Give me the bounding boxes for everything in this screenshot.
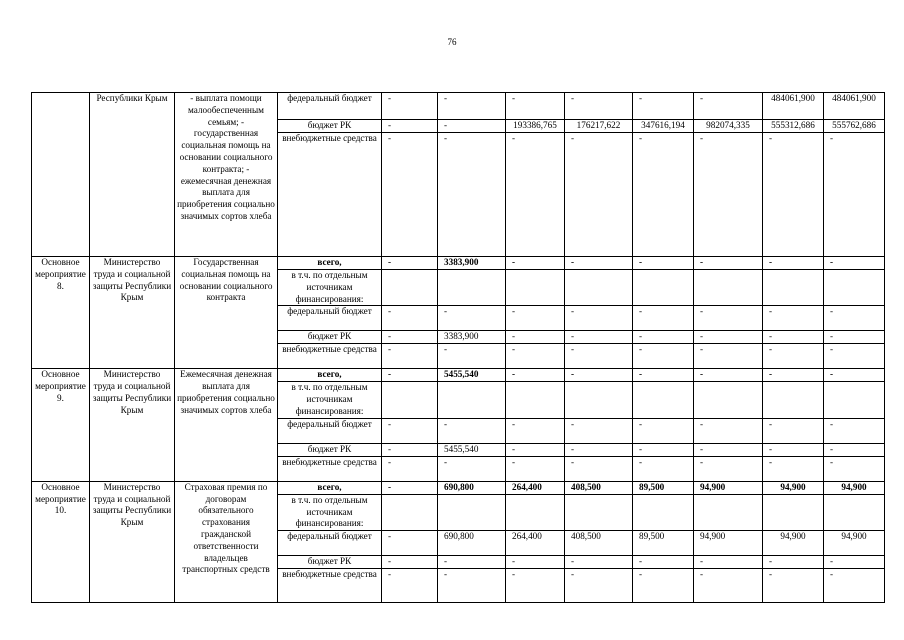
value-cell: 690,800 <box>438 481 506 494</box>
value-cell: - <box>633 418 694 443</box>
value-cell: - <box>633 569 694 603</box>
value-cell: - <box>633 331 694 344</box>
financing-table <box>31 92 885 603</box>
value-cell: - <box>382 556 438 569</box>
value-cell: - <box>506 369 565 382</box>
subheader-cell: в т.ч. по отдельным источникам финансирования: <box>278 270 382 306</box>
value-cell: - <box>694 418 763 443</box>
value-cell: - <box>565 418 633 443</box>
value-cell: - <box>633 257 694 270</box>
value-cell: - <box>763 556 824 569</box>
value-cell: 347616,194 <box>633 120 694 133</box>
value-cell: - <box>438 344 506 369</box>
value-cell: - <box>824 257 885 270</box>
value-cell: - <box>824 344 885 369</box>
value-cell: 5455,540 <box>438 369 506 382</box>
value-cell: 5455,540 <box>438 443 506 456</box>
measure-description-cell: Страховая премия по договорам обязательного страхования гражданской ответственности владельцев транспортных средств <box>175 481 278 602</box>
value-cell: - <box>694 443 763 456</box>
value-cell: - <box>438 93 506 120</box>
value-cell: - <box>382 120 438 133</box>
value-cell: - <box>565 369 633 382</box>
executor-cell: Министерство труда и социальной защиты Республики Крым <box>90 369 175 481</box>
value-cell: - <box>506 133 565 257</box>
table-row <box>32 369 885 382</box>
value-cell: - <box>382 443 438 456</box>
value-cell: - <box>506 556 565 569</box>
table-row <box>32 257 885 270</box>
value-cell: 94,900 <box>824 481 885 494</box>
subheader-cell: в т.ч. по отдельным источникам финансирования: <box>278 382 382 418</box>
measure-name-cell: Основное мероприятие 9. <box>32 369 90 481</box>
table-row <box>32 481 885 494</box>
executor-cell: Республики Крым <box>90 93 175 257</box>
value-cell: 484061,900 <box>763 93 824 120</box>
value-cell: - <box>633 306 694 331</box>
value-cell: - <box>438 133 506 257</box>
value-cell: - <box>824 306 885 331</box>
value-cell: - <box>438 306 506 331</box>
value-cell: - <box>438 456 506 481</box>
value-cell: - <box>633 93 694 120</box>
value-cell: - <box>438 418 506 443</box>
value-cell: - <box>382 456 438 481</box>
value-cell: - <box>694 569 763 603</box>
value-cell: - <box>565 331 633 344</box>
value-cell: - <box>824 331 885 344</box>
value-cell: - <box>694 133 763 257</box>
table-row <box>32 93 885 120</box>
value-cell: - <box>633 556 694 569</box>
value-cell: - <box>382 531 438 556</box>
value-cell: - <box>694 306 763 331</box>
value-cell: - <box>824 443 885 456</box>
value-cell: - <box>506 418 565 443</box>
value-cell: - <box>824 133 885 257</box>
value-cell: - <box>565 344 633 369</box>
source-cell: бюджет РК <box>278 443 382 456</box>
value-cell: - <box>382 344 438 369</box>
value-cell: - <box>694 344 763 369</box>
value-cell: - <box>824 556 885 569</box>
value-cell: 555762,686 <box>824 120 885 133</box>
value-cell: - <box>763 344 824 369</box>
value-cell: - <box>763 306 824 331</box>
value-cell: 982074,335 <box>694 120 763 133</box>
value-cell: - <box>438 120 506 133</box>
value-cell: - <box>633 456 694 481</box>
value-cell: - <box>694 331 763 344</box>
source-cell: бюджет РК <box>278 331 382 344</box>
value-cell: - <box>382 418 438 443</box>
source-cell: внебюджетные средства <box>278 569 382 603</box>
value-cell: 94,900 <box>694 481 763 494</box>
value-cell: - <box>694 456 763 481</box>
value-cell: - <box>565 443 633 456</box>
value-cell: 176217,622 <box>565 120 633 133</box>
value-cell: - <box>763 369 824 382</box>
value-cell: - <box>565 456 633 481</box>
measure-name-cell: Основное мероприятие 10. <box>32 481 90 602</box>
value-cell: - <box>633 133 694 257</box>
value-cell: - <box>763 257 824 270</box>
value-cell: - <box>382 93 438 120</box>
value-cell: 555312,686 <box>763 120 824 133</box>
value-cell: - <box>763 569 824 603</box>
value-cell: - <box>382 369 438 382</box>
value-cell: 484061,900 <box>824 93 885 120</box>
value-cell: - <box>506 443 565 456</box>
source-cell: федеральный бюджет <box>278 418 382 443</box>
value-cell: - <box>565 133 633 257</box>
value-cell: 408,500 <box>565 481 633 494</box>
value-cell: 94,900 <box>824 531 885 556</box>
value-cell: - <box>763 443 824 456</box>
value-cell: 3383,900 <box>438 331 506 344</box>
value-cell: - <box>824 569 885 603</box>
value-cell: - <box>438 556 506 569</box>
source-cell: внебюджетные средства <box>278 133 382 257</box>
value-cell: - <box>694 556 763 569</box>
source-cell: внебюджетные средства <box>278 344 382 369</box>
value-cell: 3383,900 <box>438 257 506 270</box>
value-cell: - <box>763 418 824 443</box>
total-label-cell: всего, <box>278 257 382 270</box>
value-cell: - <box>506 257 565 270</box>
value-cell: 89,500 <box>633 481 694 494</box>
value-cell: - <box>438 569 506 603</box>
total-label-cell: всего, <box>278 369 382 382</box>
value-cell: 94,900 <box>763 531 824 556</box>
value-cell: - <box>633 369 694 382</box>
value-cell: - <box>382 569 438 603</box>
value-cell: - <box>633 344 694 369</box>
value-cell: 193386,765 <box>506 120 565 133</box>
value-cell: - <box>506 93 565 120</box>
value-cell: - <box>565 93 633 120</box>
value-cell: - <box>694 93 763 120</box>
value-cell: - <box>694 257 763 270</box>
source-cell: внебюджетные средства <box>278 456 382 481</box>
executor-cell: Министерство труда и социальной защиты Республики Крым <box>90 257 175 369</box>
value-cell: 264,400 <box>506 531 565 556</box>
value-cell: - <box>506 306 565 331</box>
value-cell: 94,900 <box>694 531 763 556</box>
value-cell: - <box>382 133 438 257</box>
value-cell: - <box>506 456 565 481</box>
source-cell: федеральный бюджет <box>278 93 382 120</box>
source-cell: федеральный бюджет <box>278 531 382 556</box>
measure-description-cell: - выплата помощи малообеспеченным семьям; - государственная социальная помощь на основании социального контракта; - ежемесячная денежная выплата для приобретения социально значимых сортов хлеба <box>175 93 278 257</box>
value-cell: - <box>506 331 565 344</box>
measure-description-cell: Государственная социальная помощь на основании социального контракта <box>175 257 278 369</box>
value-cell: - <box>565 306 633 331</box>
value-cell: - <box>565 569 633 603</box>
measure-name-cell: Основное мероприятие 8. <box>32 257 90 369</box>
value-cell: 408,500 <box>565 531 633 556</box>
page-number: 76 <box>447 37 457 47</box>
source-cell: бюджет РК <box>278 556 382 569</box>
value-cell: - <box>382 306 438 331</box>
value-cell: - <box>824 456 885 481</box>
value-cell: 690,800 <box>438 531 506 556</box>
value-cell: 89,500 <box>633 531 694 556</box>
value-cell: - <box>633 443 694 456</box>
value-cell: - <box>382 257 438 270</box>
value-cell: - <box>763 331 824 344</box>
total-label-cell: всего, <box>278 481 382 494</box>
measure-name-cell <box>32 93 90 257</box>
measure-description-cell: Ежемесячная денежная выплата для приобретения социально значимых сортов хлеба <box>175 369 278 481</box>
value-cell: - <box>506 569 565 603</box>
subheader-cell: в т.ч. по отдельным источникам финансирования: <box>278 494 382 530</box>
value-cell: - <box>824 369 885 382</box>
value-cell: - <box>382 331 438 344</box>
value-cell: - <box>382 481 438 494</box>
source-cell: федеральный бюджет <box>278 306 382 331</box>
value-cell: - <box>763 456 824 481</box>
value-cell: - <box>763 133 824 257</box>
value-cell: - <box>824 418 885 443</box>
value-cell: - <box>565 257 633 270</box>
value-cell: - <box>506 344 565 369</box>
source-cell: бюджет РК <box>278 120 382 133</box>
value-cell: - <box>694 369 763 382</box>
value-cell: - <box>565 556 633 569</box>
value-cell: 94,900 <box>763 481 824 494</box>
executor-cell: Министерство труда и социальной защиты Республики Крым <box>90 481 175 602</box>
value-cell: 264,400 <box>506 481 565 494</box>
